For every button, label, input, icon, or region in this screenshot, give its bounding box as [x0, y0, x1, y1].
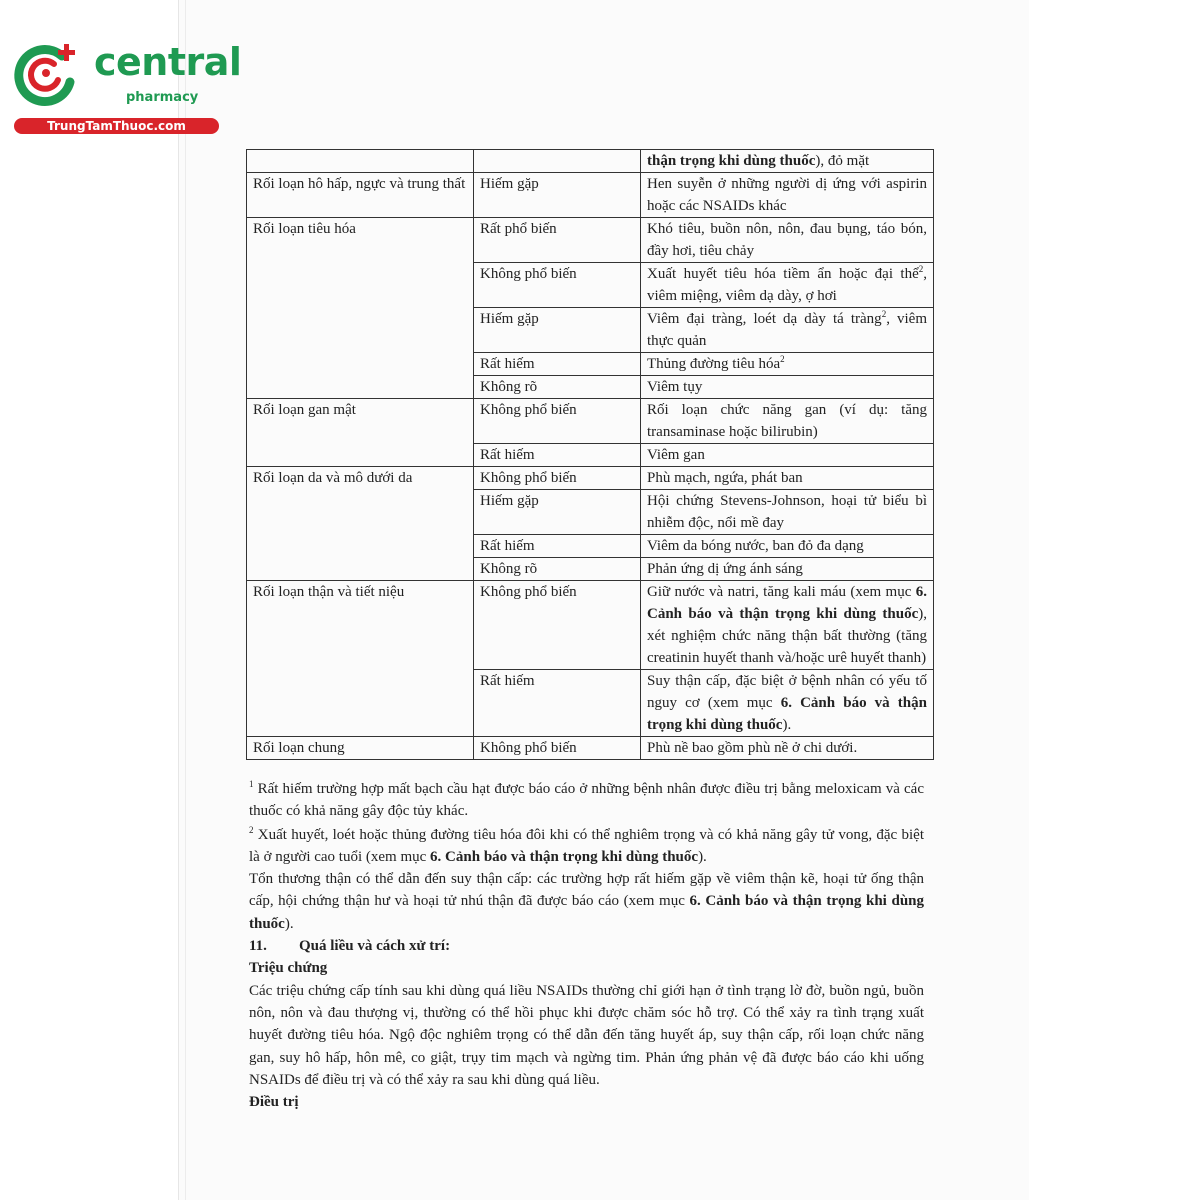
- adverse-effects-table: [246, 149, 934, 760]
- central-pharmacy-logo[interactable]: [10, 38, 242, 138]
- frequency-cell: Không phổ biến: [474, 737, 641, 760]
- section-11-heading: [249, 935, 924, 957]
- table-row: [247, 173, 934, 218]
- frequency-cell: Không phổ biến: [474, 467, 641, 490]
- table-row: [247, 737, 934, 760]
- adverse-effect-cell: Khó tiêu, buồn nôn, nôn, đau bụng, táo bón, đầy hơi, tiêu chảy: [641, 218, 934, 263]
- frequency-cell: Không rõ: [474, 376, 641, 399]
- logo-name: central: [94, 40, 242, 84]
- adverse-effect-cell: Viêm tụy: [641, 376, 934, 399]
- table-row: [247, 467, 934, 490]
- organ-class-cell: Rối loạn gan mật: [247, 399, 474, 467]
- adverse-effect-cell: thận trọng khi dùng thuốc), đỏ mặt: [641, 150, 934, 173]
- organ-class-cell: Rối loạn tiêu hóa: [247, 218, 474, 399]
- adverse-effect-cell: Hen suyễn ở những người dị ứng với aspirin hoặc các NSAIDs khác: [641, 173, 934, 218]
- frequency-cell: Không phổ biến: [474, 399, 641, 444]
- frequency-cell: Rất hiếm: [474, 353, 641, 376]
- frequency-cell: Rất hiếm: [474, 444, 641, 467]
- organ-class-cell: [247, 150, 474, 173]
- renal-note: Tổn thương thận có thể dẫn đến suy thận cấp: các trường hợp rất hiếm gặp về viêm thận kẽ, hoại tử ống thận cấp, hội chứng thận hư và hoại tử nhú thận đã được báo cáo (xem mục 6. Cảnh báo và thận trọng khi dùng thuốc).: [249, 871, 925, 932]
- logo-subtitle: pharmacy: [126, 90, 199, 105]
- frequency-cell: Không rõ: [474, 558, 641, 581]
- frequency-cell: Hiếm gặp: [474, 308, 641, 353]
- adverse-effect-cell: Phù mạch, ngứa, phát ban: [641, 467, 934, 490]
- adverse-effect-cell: Viêm da bóng nước, ban đỏ đa dạng: [641, 535, 934, 558]
- organ-class-cell: Rối loạn hô hấp, ngực và trung thất: [247, 173, 474, 218]
- document-text: [249, 778, 924, 1113]
- table-row: [247, 218, 934, 263]
- table-row: [247, 399, 934, 444]
- adverse-effect-cell: Phản ứng dị ứng ánh sáng: [641, 558, 934, 581]
- frequency-cell: [474, 150, 641, 173]
- adverse-effect-cell: Rối loạn chức năng gan (ví dụ: tăng transaminase hoặc bilirubin): [641, 399, 934, 444]
- table-row: [247, 581, 934, 670]
- organ-class-cell: Rối loạn chung: [247, 737, 474, 760]
- frequency-cell: Rất phổ biến: [474, 218, 641, 263]
- frequency-cell: Hiếm gặp: [474, 490, 641, 535]
- adverse-effect-cell: Phù nề bao gồm phù nề ở chi dưới.: [641, 737, 934, 760]
- organ-class-cell: Rối loạn thận và tiết niệu: [247, 581, 474, 737]
- treatment-heading: Điều trị: [249, 1094, 299, 1111]
- adverse-effect-cell: Thủng đường tiêu hóa$^2$: [641, 353, 934, 376]
- organ-class-cell: Rối loạn da và mô dưới da: [247, 467, 474, 581]
- frequency-cell: Không phổ biến: [474, 263, 641, 308]
- section-title: Quá liều và cách xử trí:: [299, 938, 451, 955]
- adverse-effect-cell: Xuất huyết tiêu hóa tiềm ẩn hoặc đại thể$^2$, viêm miệng, viêm dạ dày, ợ hơi: [641, 263, 934, 308]
- symptoms-heading: Triệu chứng: [249, 960, 328, 977]
- frequency-cell: Hiếm gặp: [474, 173, 641, 218]
- frequency-cell: Rất hiếm: [474, 535, 641, 558]
- adverse-effect-cell: Viêm gan: [641, 444, 934, 467]
- table-row: [247, 150, 934, 173]
- page-fold-line: [185, 0, 186, 1200]
- adverse-effect-cell: Suy thận cấp, đặc biệt ở bệnh nhân có yếu tố nguy cơ (xem mục 6. Cảnh báo và thận trọng khi dùng thuốc).: [641, 670, 934, 737]
- adverse-effect-cell: Hội chứng Stevens-Johnson, hoại tử biểu bì nhiễm độc, nổi mề đay: [641, 490, 934, 535]
- adverse-effect-cell: Giữ nước và natri, tăng kali máu (xem mục 6. Cảnh báo và thận trọng khi dùng thuốc), xét nghiệm chức năng thận bất thường (tăng creatinin huyết thanh và/hoặc urê huyết thanh): [641, 581, 934, 670]
- logo-site-band: TrungTamThuoc.com: [14, 118, 219, 134]
- symptoms-paragraph: Các triệu chứng cấp tính sau khi dùng quá liều NSAIDs thường chỉ giới hạn ở tình trạng lờ đờ, buồn ngủ, buồn nôn, nôn và đau thượng vị, thường có thể hồi phục khi được chăm sóc hỗ trợ. Có thể xảy ra tình trạng xuất huyết đường tiêu hóa. Ngộ độc nghiêm trọng có thể dẫn đến tăng huyết áp, suy thận cấp, rối loạn chức năng gan, suy hô hấp, hôn mê, co giật, trụy tim mạch và ngừng tim. Phản ứng phản vệ đã được báo cáo khi uống NSAIDs để điều trị và có thể xảy ra sau khi dùng quá liều.: [249, 982, 924, 1088]
- footnote-1: $^1$ Rất hiếm trường hợp mất bạch cầu hạt được báo cáo ở những bệnh nhân được điều trị bằng meloxicam và các thuốc có khả năng gây độc tủy khác.: [249, 779, 924, 820]
- adverse-effect-cell: Viêm đại tràng, loét dạ dày tá tràng$^2$, viêm thực quản: [641, 308, 934, 353]
- footnote-2: $^2$ Xuất huyết, loét hoặc thủng đường tiêu hóa đôi khi có thể nghiêm trọng và có khả năng gây tử vong, đặc biệt là ở người cao tuổi (xem mục 6. Cảnh báo và thận trọng khi dùng thuốc).: [249, 824, 924, 865]
- section-number: 11.: [249, 938, 267, 955]
- frequency-cell: Không phổ biến: [474, 581, 641, 670]
- frequency-cell: Rất hiếm: [474, 670, 641, 737]
- pharmacy-logo-icon: [10, 38, 80, 108]
